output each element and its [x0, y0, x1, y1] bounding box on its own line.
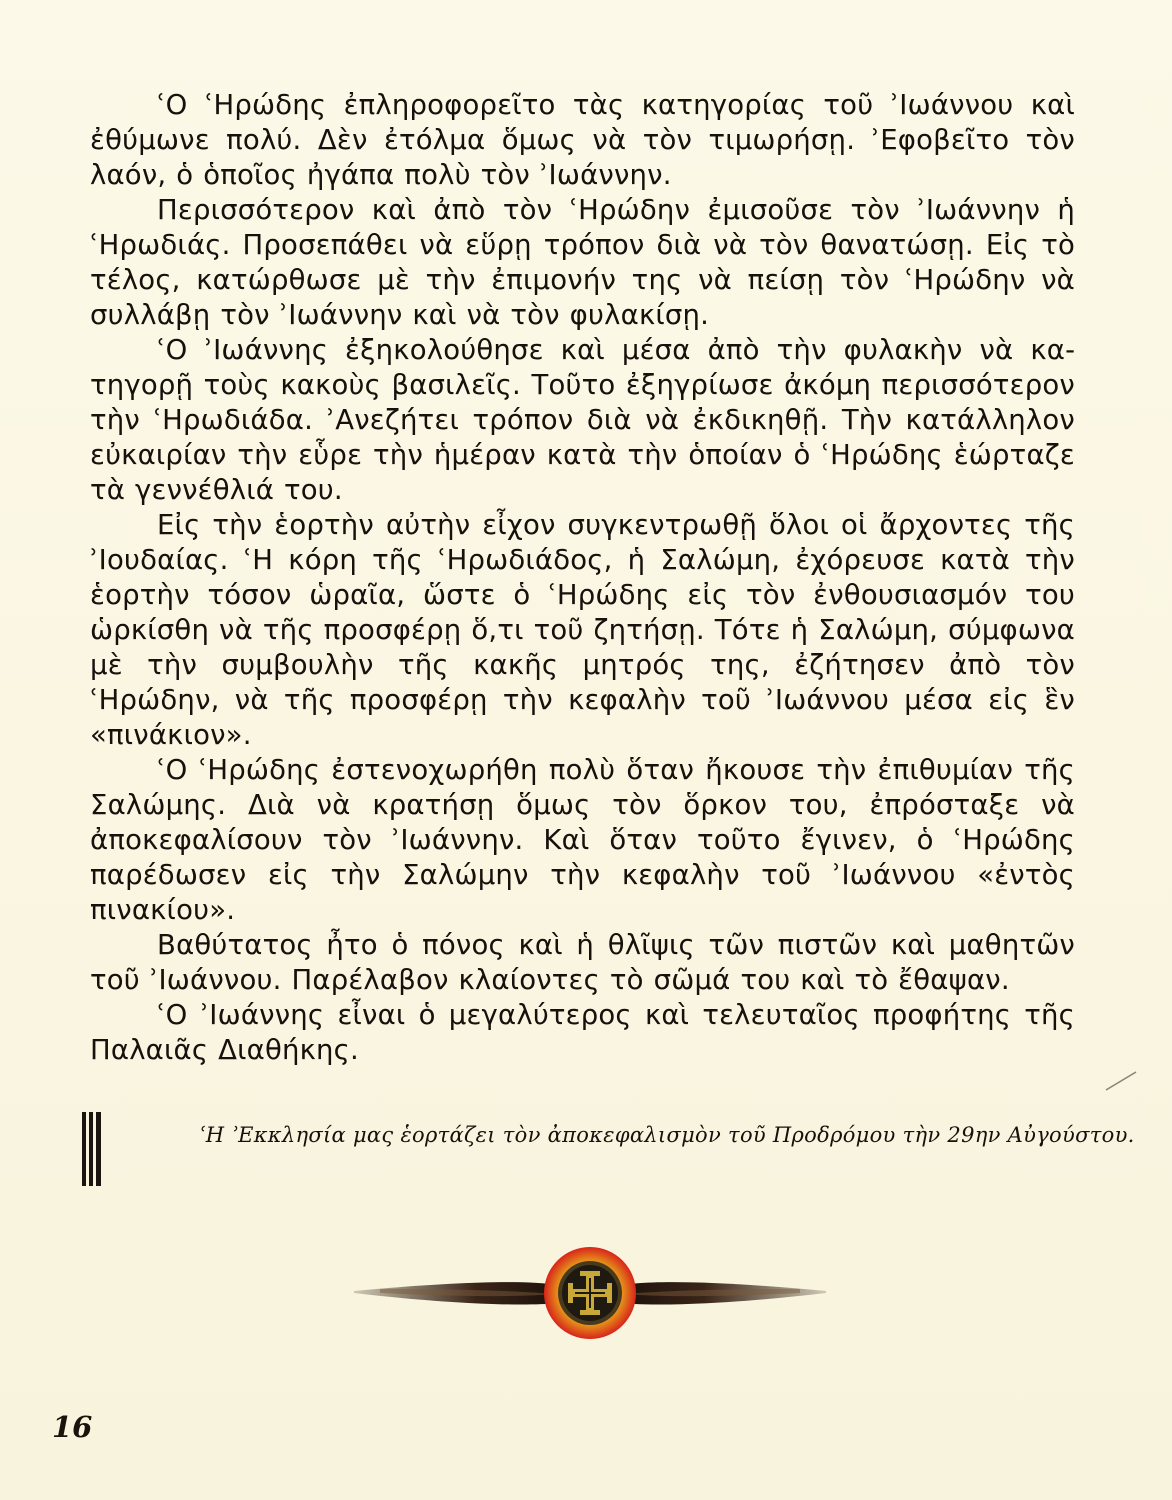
- paragraph: Βαθύτατος ἦτο ὁ πόνος καὶ ἡ θλῖψις τῶν πιστῶν καὶ μαθητῶν τοῦ ʾΙωάννου. Παρέλαβον κλαίοντες τὸ σῶμά του καὶ τὸ ἔθαψαν.: [90, 929, 1075, 996]
- footnote: [82, 1112, 1135, 1192]
- page-number: 16: [52, 1410, 93, 1444]
- paragraph: ʿΟ ʾΙωάννης ἐξηκολούθησε καὶ μέσα ἀπὸ τὴν φυλακὴν νὰ κατηγορῇ τοὺς κακοὺς βασιλεῖς. Τοῦτο ἐξηγρίωσε ἀκόμη περισσότερον τὴν ʿΗρωδιάδα. ʾΑνεζήτει τρόπον διὰ νὰ ἐκδικηθῇ. Τὴν κατάλληλον εὐκαιρίαν τὴν εὗρε τὴν ἡμέραν κατὰ τὴν ὁποίαν ὁ ʿΗρώδης ἑώρταζε τὰ γεννέθλιά του.: [90, 334, 1075, 506]
- footnote-bars-icon: [82, 1112, 106, 1186]
- paragraph: Εἰς τὴν ἑορτὴν αὐτὴν εἶχον συγκεντρωθῇ ὅλοι οἱ ἄρχοντες τῆς ʾΙουδαίας. ʿΗ κόρη τῆς ʿΗρωδιάδος, ἡ Σαλώμη, ἐχόρευσε κατὰ τὴν ἑορτὴν τόσον ὡραῖα, ὥστε ὁ ʿΗρώδης εἰς τὸν ἐνθουσιασμόν του ὡρκίσθη νὰ τῆς προσφέρῃ ὅ,τι τοῦ ζητήσῃ. Τότε ἡ Σαλώμη, σύμφωνα μὲ τὴν συμβουλὴν τῆς κακῆς μητρός της, ἐζήτησεν ἀπὸ τὸν ʿΗρώδην, νὰ τῆς προσφέρῃ τὴν κεφαλὴν τοῦ ʾΙωάννου μέσα εἰς ἓν «πινάκιον».: [90, 509, 1075, 751]
- cross-medallion-icon: [350, 1245, 830, 1345]
- paragraph: ʿΟ ʾΙωάννης εἶναι ὁ μεγαλύτερος καὶ τελευταῖος προφήτης τῆς Παλαιᾶς Διαθήκης.: [90, 999, 1075, 1066]
- main-text: [90, 88, 1075, 1068]
- footnote-text: ʿΗ ʾΕκκλησία μας ἑορτάζει τὸν ἀποκεφαλισμὸν τοῦ Προδρόμου τὴν 29ην Αὐγούστου.: [199, 1123, 1135, 1147]
- paragraph: ʿΟ ʿΗρώδης ἐπληροφορεῖτο τὰς κατηγορίας τοῦ ʾΙωάννου καὶ ἐθύμωνε πολύ. Δὲν ἐτόλμα ὅμως νὰ τὸν τιμωρήσῃ. ʾΕφοβεῖτο τὸν λαόν, ὁ ὁποῖος ἠγάπα πολὺ τὸν ʾΙωάννην.: [90, 89, 1075, 191]
- paragraph: ʿΟ ʿΗρώδης ἐστενοχωρήθη πολὺ ὅταν ἤκουσε τὴν ἐπιθυμίαν τῆς Σαλώμης. Διὰ νὰ κρατήσῃ ὅμως τὸν ὅρκον του, ἐπρόσταξε νὰ ἀποκεφαλίσουν τὸν ʾΙωάννην. Καὶ ὅταν τοῦτο ἔγινεν, ὁ ʿΗρώδης παρέδωσεν εἰς τὴν Σαλώμην τὴν κεφαλὴν τοῦ ʾΙωάννου «ἐντὸς πινακίου».: [90, 754, 1075, 926]
- pencil-mark-icon: [1104, 1070, 1138, 1092]
- paragraph: Περισσότερον καὶ ἀπὸ τὸν ʿΗρώδην ἐμισοῦσε τὸν ʾΙωάννην ἡ ʿΗρωδιάς. Προσεπάθει νὰ εὕρῃ τρόπον διὰ νὰ τὸν θανατώσῃ. Εἰς τὸ τέλος, κατώρθωσε μὲ τὴν ἐπιμονήν της νὰ πείσῃ τὸν ʿΗρώδην νὰ συλλάβῃ τὸν ʾΙωάννην καὶ νὰ τὸν φυλακίσῃ.: [90, 194, 1075, 331]
